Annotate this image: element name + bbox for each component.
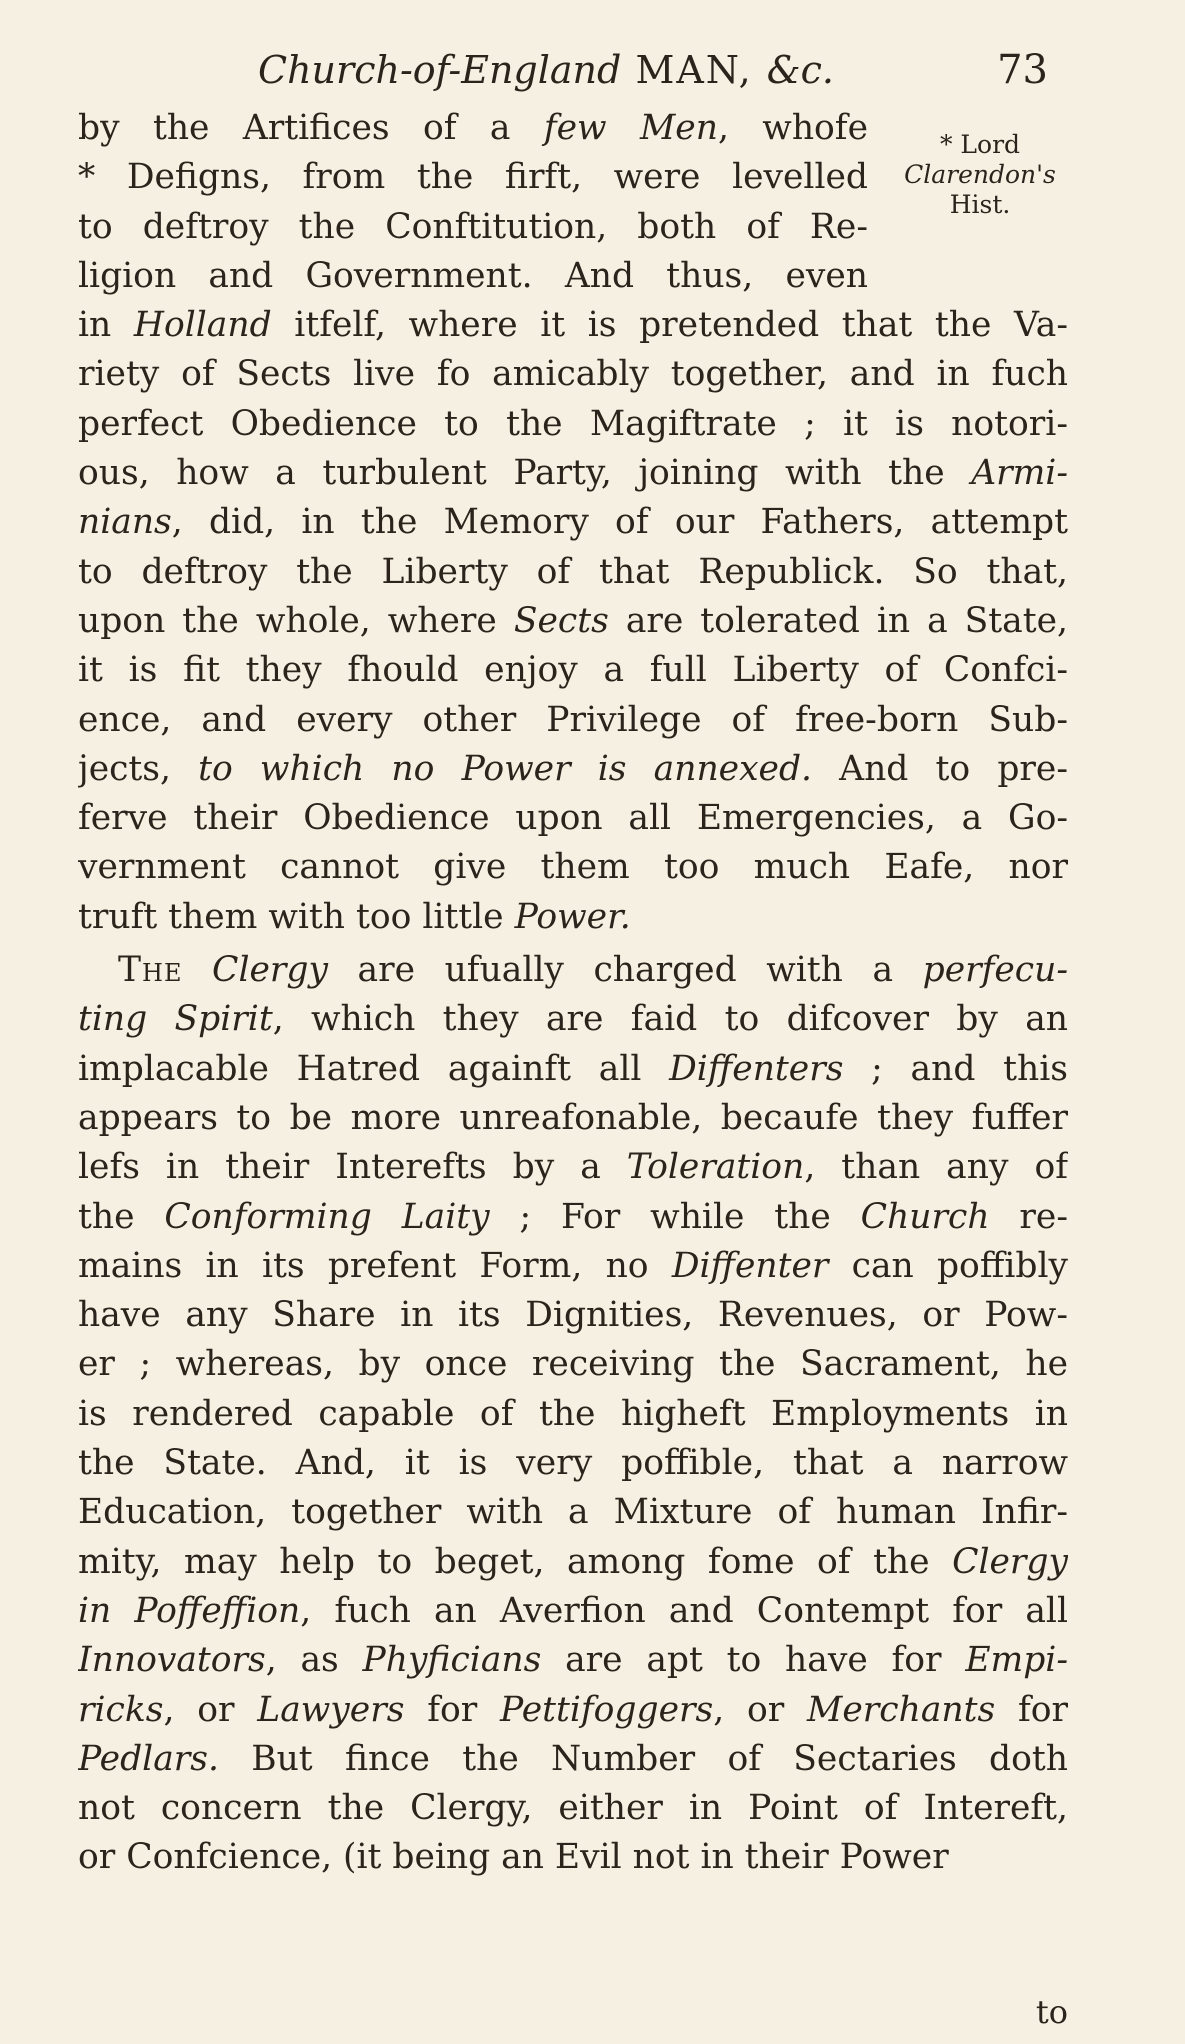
text-segment [182, 950, 212, 990]
italic-text: Merchants [807, 1689, 996, 1730]
italic-text: few Men [543, 108, 718, 148]
text-line [78, 252, 868, 301]
italic-text: in Poffeffion [78, 1590, 301, 1631]
text-segment: for [404, 1689, 501, 1730]
text-segment: have any Share in its Dignities, Revenues, or Pow- [78, 1295, 1068, 1336]
text-line [78, 1833, 1068, 1882]
running-head-etc: &c. [766, 48, 834, 92]
text-line [78, 745, 1068, 794]
text-segment: perfect Obedience to the Magiftrate ; it is notori- [78, 403, 1068, 444]
text-line [78, 1686, 1068, 1735]
text-line [78, 946, 1068, 995]
marginal-note-line: Clarendon's [904, 160, 1056, 189]
text-line [78, 1488, 1068, 1537]
text-line [78, 1143, 1068, 1192]
text-segment: And to pre- [812, 748, 1068, 789]
text-segment: is rendered capable of the higheft Employments in [78, 1393, 1068, 1434]
italic-text: nians [78, 502, 172, 543]
italic-text: Power. [514, 896, 631, 937]
text-segment: appears to be more unreafonable, becaufe they fuffer [78, 1097, 1068, 1138]
text-segment: are ufually charged with a [327, 950, 923, 991]
text-segment: ; For while the [489, 1196, 861, 1237]
italic-text: Lawyers [257, 1689, 405, 1730]
text-line [78, 1784, 1068, 1833]
italic-text: Sects [513, 600, 609, 641]
text-segment: re- [989, 1196, 1068, 1237]
text-line [78, 794, 1068, 843]
body-text [78, 104, 1068, 1883]
text-line [78, 301, 1068, 350]
text-line [78, 843, 1068, 892]
italic-text: ting Spirit [78, 999, 273, 1040]
text-line [78, 696, 1068, 745]
small-caps-text: The [118, 950, 183, 991]
text-line [78, 1242, 1068, 1291]
text-segment: ence, and every other Privilege of free-born Sub- [78, 699, 1068, 740]
page-number: 73 [997, 47, 1048, 93]
text-line [78, 203, 868, 252]
text-segment: or Confcience, (it being an Evil not in their Power [78, 1837, 949, 1878]
text-line [78, 1045, 1068, 1094]
text-segment: mity, may help to beget, among fome of the [78, 1541, 953, 1582]
text-segment: jects, [78, 748, 199, 789]
text-segment: truft them with too little [78, 896, 515, 937]
italic-text: Diffenters [669, 1048, 844, 1089]
text-segment: it is fit they fhould enjoy a full Liberty of Confci- [78, 650, 1068, 691]
text-segment: by the Artifices of a [78, 108, 544, 148]
text-segment: can poffibly [828, 1245, 1068, 1286]
italic-text: ricks [78, 1689, 164, 1730]
text-segment: , did, in the Memory of our Fathers, attempt [171, 502, 1068, 543]
text-segment: vernment cannot give them too much Eafe, nor [78, 847, 1068, 888]
text-line [78, 104, 868, 153]
text-segment: implacable Hatred againft all [78, 1048, 670, 1089]
text-line [78, 1735, 1068, 1784]
text-line [78, 1094, 1068, 1143]
italic-text: Innovators [78, 1640, 266, 1681]
text-line [78, 400, 1068, 449]
text-segment: , which they are faid to difcover by an [272, 999, 1068, 1040]
text-line [78, 350, 1068, 399]
italic-text: to which no Power is annexed. [198, 748, 813, 789]
running-head-man: MAN, [621, 48, 767, 92]
text-segment: for [995, 1689, 1068, 1730]
text-line [78, 893, 1068, 942]
italic-text: Toleration [626, 1147, 805, 1188]
text-line [78, 646, 1068, 695]
text-segment: itfelf, where it is pretended that the Va- [271, 305, 1068, 346]
text-line [78, 1390, 1068, 1439]
text-segment: to deftroy the Conftitution, both of Re- [78, 206, 868, 247]
italic-text: Conforming Laity [164, 1196, 490, 1237]
text-segment: the [78, 1196, 165, 1237]
text-line [78, 153, 868, 202]
text-line [78, 1439, 1068, 1488]
italic-text: Pettifoggers [500, 1689, 714, 1730]
text-line [78, 1636, 1068, 1685]
text-segment: Education, together with a Mixture of human Infir- [78, 1492, 1068, 1533]
text-line [78, 1291, 1068, 1340]
text-segment: upon the whole, where [78, 600, 514, 641]
text-segment: not concern the Clergy, either in Point of Intereft, [78, 1788, 1068, 1829]
page-header [78, 40, 1068, 100]
text-segment: the State. And, it is very poffible, that a narrow [78, 1443, 1068, 1484]
text-segment: ferve their Obedience upon all Emergencies, a Go- [78, 798, 1068, 839]
text-line [78, 1340, 1068, 1389]
text-line [78, 548, 1068, 597]
running-head-title: Church-of-England [258, 48, 622, 92]
text-segment: ous, how a turbulent Party, joining with the [78, 453, 972, 494]
text-segment: in [78, 305, 134, 346]
text-line [78, 1587, 1068, 1636]
text-segment: are apt to have for [541, 1640, 966, 1681]
text-line [78, 1538, 1068, 1587]
text-line [78, 597, 1068, 646]
italic-text: Pedlars. [78, 1738, 219, 1779]
text-segment: mains in its prefent Form, no [78, 1245, 672, 1286]
text-segment: er ; whereas, by once receiving the Sacrament, he [78, 1344, 1068, 1385]
text-line [78, 1193, 1068, 1242]
text-line [78, 995, 1068, 1044]
text-segment: * Defigns, from the firft, were levelled [78, 157, 868, 198]
italic-text: Holland [133, 305, 272, 346]
text-segment: ligion and Government. And thus, even [78, 255, 868, 296]
italic-text: Clergy [952, 1541, 1068, 1582]
marginal-note-line: * Lord [939, 130, 1021, 159]
text-segment: , whofe [717, 108, 868, 148]
italic-text: Phyficians [362, 1640, 542, 1681]
italic-text: Church [860, 1196, 990, 1237]
text-segment: , or [713, 1689, 808, 1730]
italic-text: Empi- [965, 1640, 1068, 1681]
text-segment: to deftroy the Liberty of that Republick. So that, [78, 551, 1068, 592]
italic-text: perfecu- [922, 950, 1068, 991]
text-segment: riety of Sects live fo amicably together, and in fuch [78, 354, 1068, 395]
text-segment: , than any of [804, 1147, 1068, 1188]
italic-text: Clergy [212, 950, 328, 991]
text-segment: , or [163, 1689, 258, 1730]
text-segment: But fince the Number of Sectaries doth [218, 1738, 1068, 1779]
running-head [258, 40, 834, 100]
italic-text: Armi- [971, 453, 1068, 494]
text-segment: , as [265, 1640, 363, 1681]
catchword: to [1035, 1993, 1068, 2031]
text-segment: , fuch an Averfion and Contempt for all [300, 1590, 1068, 1631]
italic-text: Diffenter [671, 1245, 829, 1286]
text-line [78, 449, 1068, 498]
text-segment: are tolerated in a State, [608, 600, 1068, 641]
text-line [78, 498, 1068, 547]
marginal-note-line: Hist. [949, 190, 1011, 219]
text-segment: ; and this [843, 1048, 1068, 1089]
text-segment: lefs in their Interefts by a [78, 1147, 627, 1188]
